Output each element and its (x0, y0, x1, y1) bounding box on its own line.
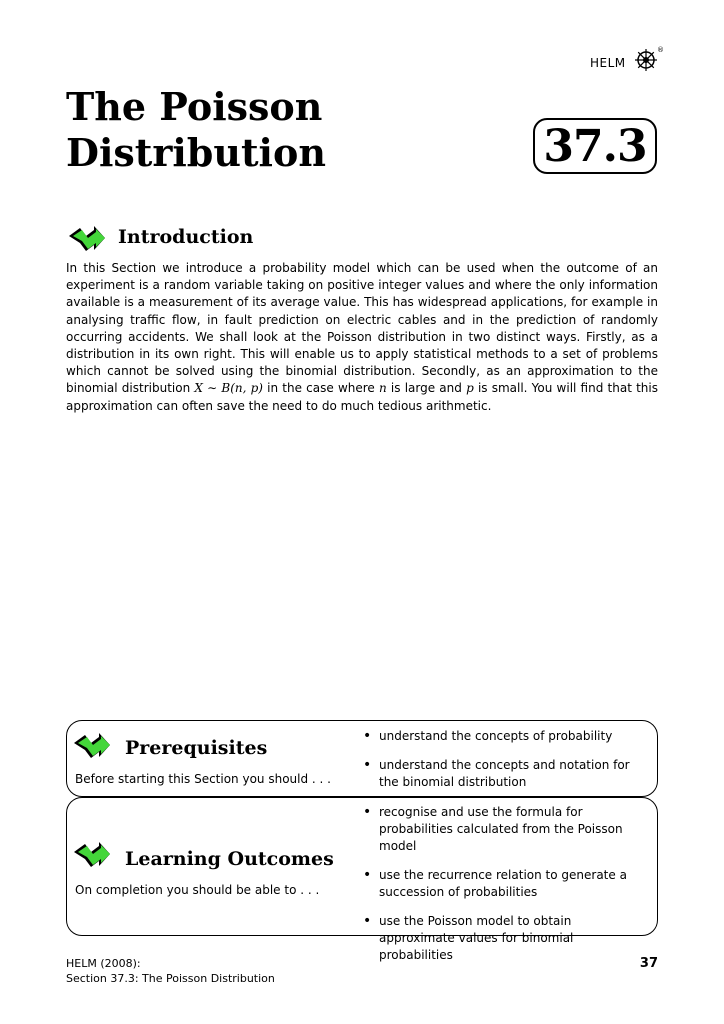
prerequisites-list (363, 728, 649, 803)
helm-wheel-icon (630, 44, 666, 72)
prerequisites-subtitle: Before starting this Section you should . . . (75, 772, 331, 786)
intro-text-c: is large and (386, 381, 467, 396)
page-title (66, 84, 426, 176)
footer (66, 956, 275, 986)
helm-logo-text: HELM (590, 56, 626, 70)
registered-mark: ® (657, 46, 664, 54)
intro-text-a: In this Section we introduce a probability model which can be used when the outcome of an experiment is a random variable taking on positive integer values and where the only information available is a measurement of its average value. This has widespread applications, for example in analysing traffic flow, in fault prediction on electric cables and in the prediction of randomly occurring accidents. We shall look at the Poisson distribution in two distinct ways. Firstly, as a distribution in its own right. This will enable us to apply statistical methods to a set of problems which cannot be solved using the binomial distribution. Secondly, as an approximation to the binomial distribution (66, 261, 658, 396)
prerequisites-box (66, 720, 658, 797)
title-line-2: Distribution (66, 130, 326, 175)
footer-line-2: Section 37.3: The Poisson Distribution (66, 972, 275, 985)
green-arrow-icon (71, 836, 113, 872)
intro-text-b: in the case where (262, 381, 379, 396)
math-n: n (379, 381, 387, 396)
green-arrow-icon (71, 727, 113, 763)
list-item: • use the recurrence relation to generate a succession of probabilities (363, 867, 649, 901)
math-args: (n, p) (230, 381, 263, 396)
math-x: X (194, 381, 203, 396)
introduction-body (66, 260, 658, 415)
section-number: 37.3 (543, 120, 647, 172)
title-line-1: The Poisson (66, 84, 323, 129)
learning-outcomes-list (363, 804, 649, 976)
learning-outcomes-subtitle: On completion you should be able to . . . (75, 883, 320, 897)
learning-outcomes-box (66, 797, 658, 962)
learning-outcomes-title: Learning Outcomes (125, 848, 334, 870)
math-sim: ∼ (202, 381, 222, 396)
list-item: • understand the concepts of probability (363, 728, 649, 745)
list-item: • understand the concepts and notation for the binomial distribution (363, 757, 649, 791)
math-b: B (221, 381, 231, 396)
prerequisites-title: Prerequisites (125, 737, 268, 759)
page-number: 37 (639, 956, 658, 971)
green-arrow-icon (66, 220, 108, 256)
intro-text-d: is small. You will find that this approximation can often save the need to do much tedious arithmetic. (66, 381, 658, 413)
helm-logo (576, 42, 666, 72)
introduction-heading: Introduction (118, 226, 254, 248)
section-number-badge (533, 118, 657, 174)
list-item: • recognise and use the formula for probabilities calculated from the Poisson model (363, 804, 649, 855)
list-item: • use the Poisson model to obtain approximate values for binomial probabilities (363, 913, 649, 964)
footer-line-1: HELM (2008): (66, 957, 141, 970)
math-p: p (466, 381, 474, 396)
